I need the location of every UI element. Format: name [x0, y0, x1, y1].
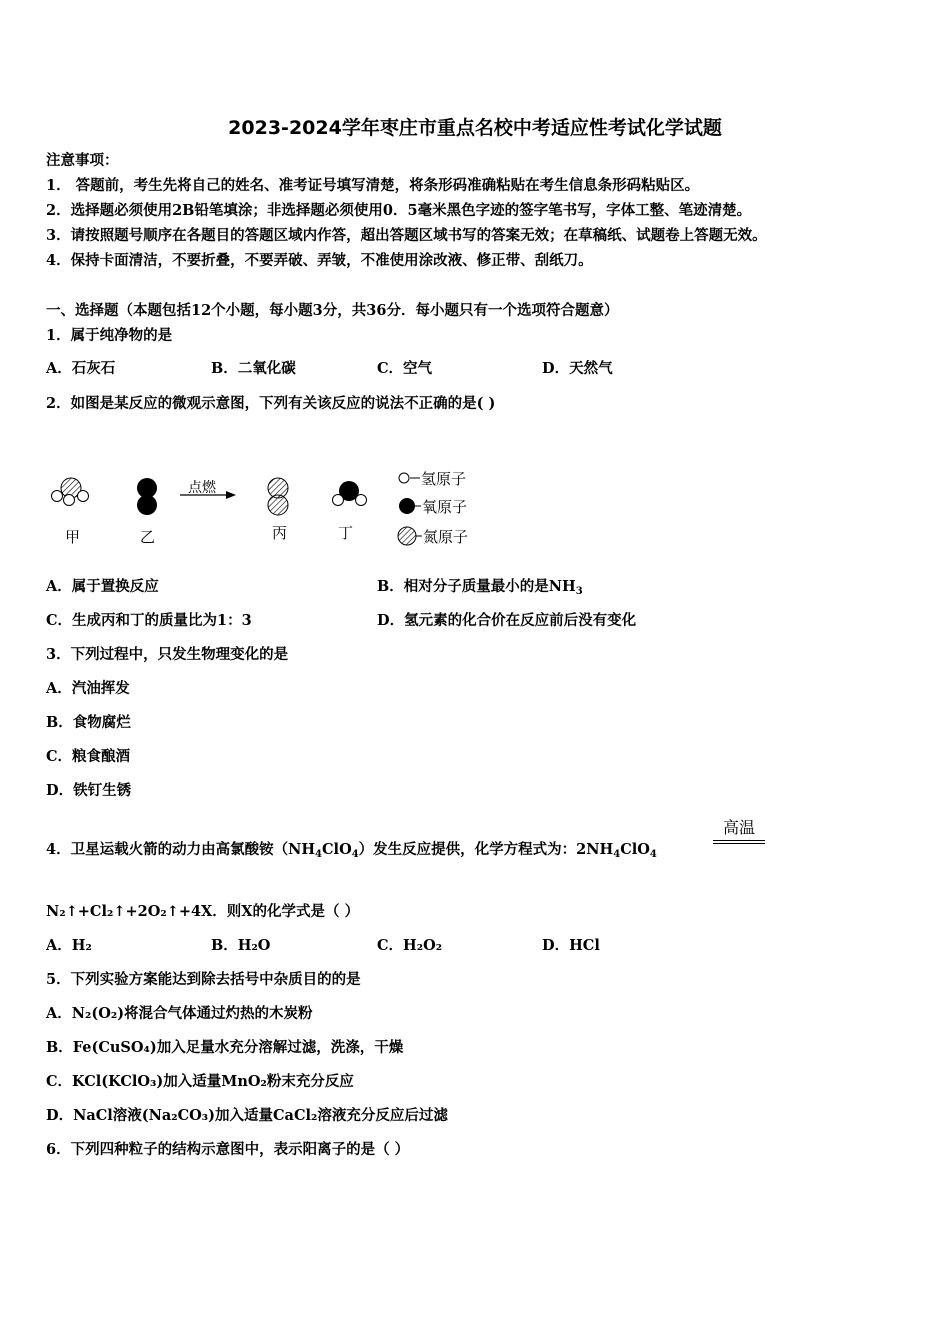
page-title: 2023-2024学年枣庄市重点名校中考适应性考试化学试题 — [228, 117, 722, 139]
q2-option-a: A．属于置换反应 — [46, 578, 159, 595]
reaction-diagram — [40, 458, 520, 558]
legend-nitrogen: 氮原子 — [423, 528, 469, 546]
notice-item: 3．请按照题号顺序在各题目的答题区域内作答，超出答题区域书写的答案无效；在草稿纸、试题卷上答题无效。 — [46, 227, 767, 244]
nitrogen-atom-icon — [398, 527, 416, 545]
notice-item: 4．保持卡面清洁，不要折叠，不要弄破、弄皱，不准使用涂改液、修正带、刮纸刀。 — [46, 252, 593, 269]
reaction-condition: 点燃 — [188, 480, 216, 496]
reaction-diagram-svg — [40, 458, 520, 558]
q1-option-a: A．石灰石 — [46, 360, 116, 377]
question-4-stem: 4．卫星运载火箭的动力由高氯酸铵$(NH_4ClO_4)$发生反应提供，化学方程式为：$2NH_4ClO_4$ — [46, 841, 657, 860]
hydrogen-atom-icon — [399, 473, 409, 483]
notice-item: 1． 答题前，考生先将自己的姓名、准考证号填写清楚，将条形码准确粘贴在考生信息条形码粘贴区。 — [46, 177, 700, 194]
q2-option-c: C．生成丙和丁的质量比为1：3 — [46, 612, 252, 629]
q5-option-d: D．NaCl溶液(Na₂CO₃)加入适量CaCl₂溶液充分反应后过滤 — [46, 1107, 448, 1124]
molecule-ding — [333, 481, 367, 506]
q5-option-c: C．KCl(KClO₃)加入适量MnO₂粉末充分反应 — [46, 1073, 354, 1090]
arrowhead-icon — [226, 491, 236, 499]
notice-item: 2．选择题必须使用2B铅笔填涂；非选择题必须使用0．5毫米黑色字迹的签字笔书写，字体工整、笔迹清楚。 — [46, 202, 752, 219]
legend-oxygen: 氧原子 — [422, 498, 468, 516]
notice-heading: 注意事项： — [46, 152, 119, 169]
label-jia: 甲 — [65, 528, 81, 546]
q4-option-c: C．H₂O₂ — [377, 937, 443, 954]
question-5-stem: 5．下列实验方案能达到除去括号中杂质目的的是 — [46, 971, 361, 988]
q3-option-a: A．汽油挥发 — [46, 680, 130, 697]
legend — [398, 470, 468, 546]
question-4-equation: N₂↑+Cl₂↑+2O₂↑+4X．则X的化学式是（ ） — [46, 903, 360, 920]
q2-option-d: D．氢元素的化合价在反应前后没有变化 — [377, 612, 637, 629]
label-yi: 乙 — [140, 528, 156, 546]
question-3-stem: 3．下列过程中，只发生物理变化的是 — [46, 646, 289, 663]
molecule-jia — [52, 478, 89, 506]
molecule-bing — [268, 478, 288, 515]
q5-option-b: B．Fe(CuSO₄)加入足量水充分溶解过滤，洗涤，干燥 — [46, 1039, 404, 1056]
label-ding: 丁 — [338, 524, 354, 542]
q1-option-c: C．空气 — [377, 360, 433, 377]
q1-option-d: D．天然气 — [542, 360, 613, 377]
q1-option-b: B．二氧化碳 — [211, 360, 296, 377]
q3-option-d: D．铁钉生锈 — [46, 782, 132, 799]
q5-option-a: A．N₂(O₂)将混合气体通过灼热的木炭粉 — [46, 1005, 313, 1022]
molecule-yi — [137, 478, 157, 515]
q4-option-a: A．H₂ — [46, 937, 92, 954]
label-bing: 丙 — [272, 524, 288, 542]
q4-option-d: D．HCl — [542, 937, 600, 954]
section-heading: 一、选择题（本题包括12个小题，每小题3分，共36分．每小题只有一个选项符合题意） — [46, 302, 619, 319]
oxygen-atom-icon — [399, 498, 415, 514]
question-1-stem: 1．属于纯净物的是 — [46, 327, 173, 344]
legend-hydrogen: 氢原子 — [421, 470, 467, 488]
q3-option-c: C．粮食酿酒 — [46, 748, 131, 765]
q2-option-b: B．相对分子质量最小的是$NH_3$ — [377, 578, 583, 597]
q3-option-b: B．食物腐烂 — [46, 714, 131, 731]
q4-option-b: B．H₂O — [211, 937, 271, 954]
question-6-stem: 6．下列四种粒子的结构示意图中，表示阳离子的是（ ） — [46, 1141, 410, 1158]
question-2-stem: 2．如图是某反应的微观示意图，下列有关该反应的说法不正确的是( ) — [46, 395, 496, 412]
reaction-condition-high-temp: 高温 — [713, 815, 765, 844]
